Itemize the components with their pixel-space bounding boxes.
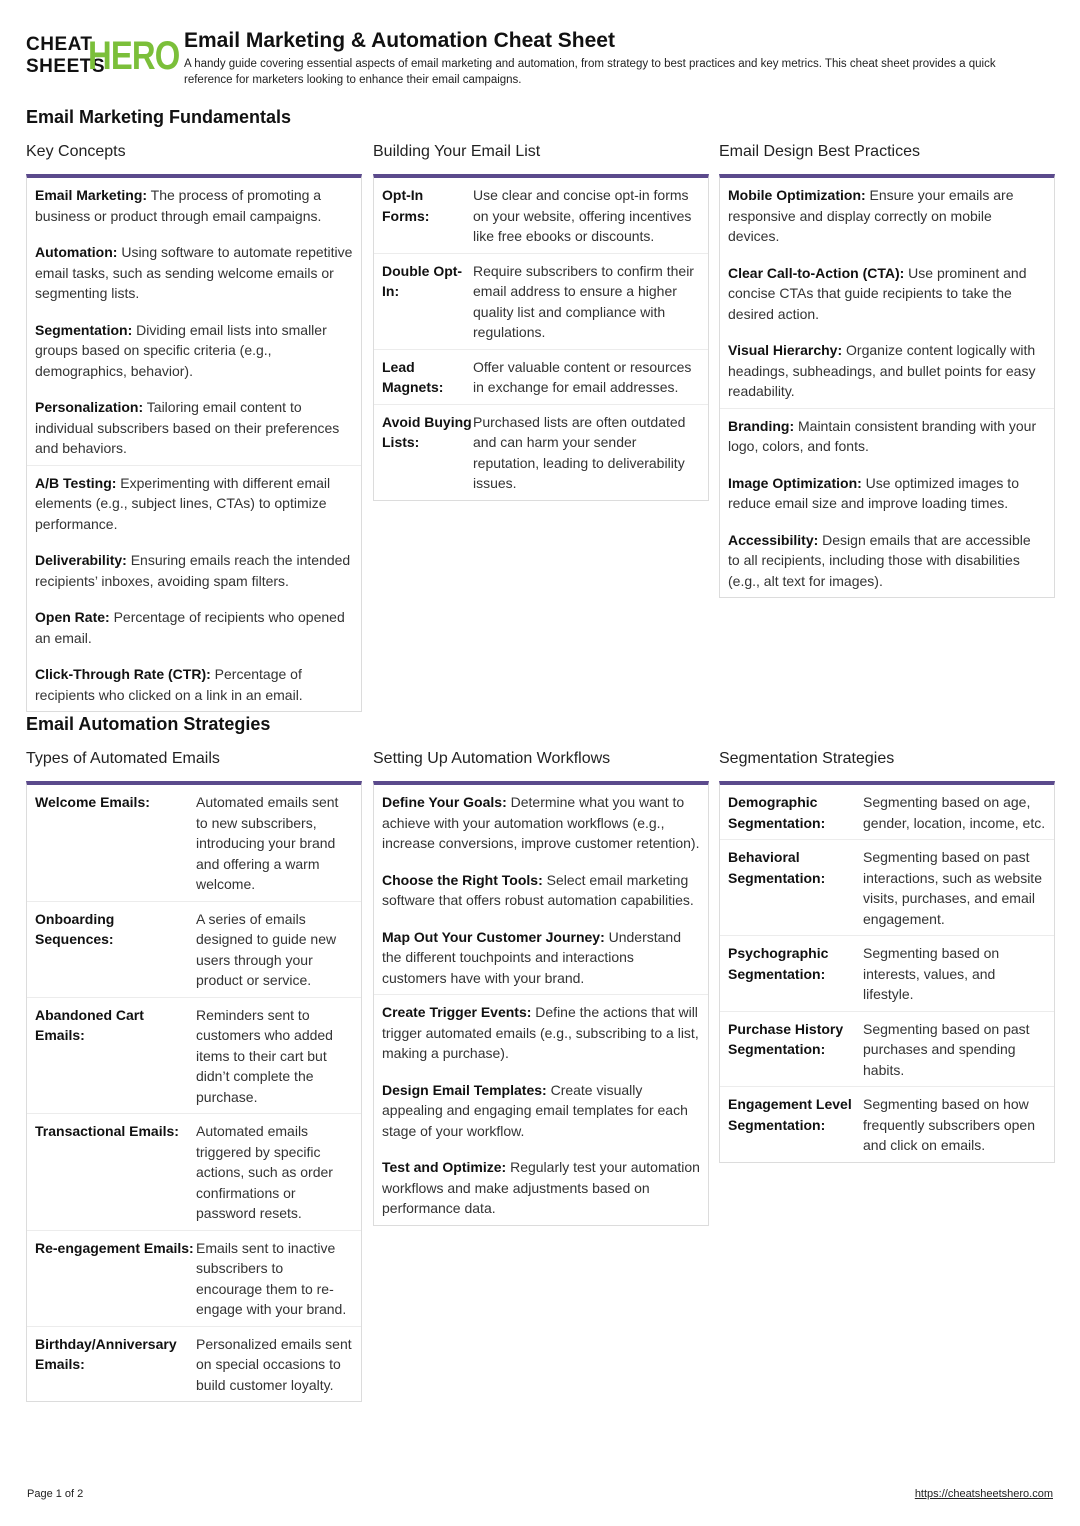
row-value: Segmenting based on age, gender, location, income, etc. bbox=[863, 794, 1046, 831]
row-value: Segmenting based on interests, values, and lifestyle. bbox=[863, 945, 1000, 1002]
list-item bbox=[374, 994, 708, 1225]
desc: Select email marketing software that offers robust automation capabilities. bbox=[382, 871, 694, 908]
column-title: Types of Automated Emails bbox=[26, 750, 220, 767]
column-key-concepts bbox=[26, 142, 362, 712]
list-item bbox=[374, 785, 708, 994]
desc: Design emails that are accessible to all recipients, including those with disabilities (e.g., alt text for images). bbox=[728, 531, 1031, 589]
desc: Using software to automate repetitive email tasks, such as sending welcome emails or segmenting lists. bbox=[35, 244, 353, 301]
desc: Determine what you want to achieve with your automation workflows (e.g., increase conversions, improve customer retention). bbox=[382, 794, 700, 851]
row-key: Transactional Emails: bbox=[35, 1123, 179, 1139]
card bbox=[373, 174, 709, 501]
row-value: Use clear and concise opt-in forms on your website, offering incentives like free ebooks or discounts. bbox=[473, 187, 692, 244]
table-row bbox=[27, 785, 361, 901]
table-row bbox=[27, 1230, 361, 1326]
table-row bbox=[720, 935, 1054, 1011]
term: Visual Hierarchy: bbox=[728, 342, 843, 358]
term: Open Rate: bbox=[35, 609, 110, 625]
term: Create Trigger Events: bbox=[382, 1004, 532, 1020]
page-title: Email Marketing & Automation Cheat Sheet bbox=[184, 29, 615, 52]
table-row bbox=[27, 1113, 361, 1230]
list-item bbox=[27, 465, 361, 712]
term: Clear Call-to-Action (CTA): bbox=[728, 264, 905, 281]
row-value: A series of emails designed to guide new users through your product or service. bbox=[196, 910, 337, 988]
row-value: Segmenting based on past interactions, such as website visits, purchases, and email engagement. bbox=[863, 849, 1042, 927]
page-subtitle: A handy guide covering essential aspects of email marketing and automation, from strategy to best practices and key metrics. This cheat sheet provides a quick reference for marketers looking to enhance their email campaigns. bbox=[184, 58, 996, 86]
card bbox=[26, 174, 362, 712]
row-key: Avoid Buying Lists: bbox=[382, 413, 472, 450]
desc: Tailoring email content to individual subscribers based on their preferences and behaviors. bbox=[35, 399, 340, 456]
row-key: Opt-In Forms: bbox=[382, 187, 430, 224]
row-key: Re-engagement Emails: bbox=[35, 1239, 194, 1256]
table-row bbox=[374, 253, 708, 349]
row-value: Segmenting based on past purchases and spending habits. bbox=[863, 1020, 1030, 1078]
table-row bbox=[720, 1086, 1054, 1162]
desc: Regularly test your automation workflows and make adjustments based on performance data. bbox=[382, 1159, 700, 1216]
table-row bbox=[27, 1326, 361, 1402]
list-item bbox=[27, 178, 361, 459]
desc: Percentage of recipients who clicked on a link in an email. bbox=[35, 666, 303, 703]
row-key: Behavioral Segmentation: bbox=[728, 849, 826, 886]
term: Automation: bbox=[35, 244, 118, 260]
term: Map Out Your Customer Journey: bbox=[382, 928, 605, 945]
row-value: Automated emails triggered by specific actions, such as order confirmations or password resets. bbox=[196, 1123, 333, 1221]
desc: Maintain consistent branding with your logo, colors, and fonts. bbox=[728, 417, 1037, 454]
list-item bbox=[720, 178, 1054, 408]
column-title: Building Your Email List bbox=[373, 143, 541, 160]
desc: Use prominent and concise CTAs that guide recipients to take the desired action. bbox=[728, 264, 1027, 322]
card bbox=[373, 781, 709, 1226]
term: Email Marketing: bbox=[35, 187, 148, 203]
term: Test and Optimize: bbox=[382, 1159, 507, 1175]
term: Choose the Right Tools: bbox=[382, 871, 543, 888]
row-value: Segmenting based on how frequently subscribers open and click on emails. bbox=[863, 1096, 1035, 1153]
logo-cheat-text: CHEAT bbox=[26, 34, 93, 55]
section-title-fundamentals: Email Marketing Fundamentals bbox=[26, 107, 292, 127]
table-row bbox=[374, 178, 708, 253]
logo-sheets-text: SHEETS bbox=[26, 56, 106, 77]
footer-link[interactable]: https://cheatsheetshero.com bbox=[914, 1488, 1053, 1500]
desc: Define the actions that will trigger automated emails (e.g., subscribing to a list, making a purchase). bbox=[382, 1004, 699, 1061]
column-design-practices bbox=[719, 142, 1055, 598]
column-title: Email Design Best Practices bbox=[719, 143, 920, 160]
row-key: Lead Magnets: bbox=[382, 358, 444, 395]
card bbox=[719, 781, 1055, 1163]
column-title: Key Concepts bbox=[26, 143, 126, 160]
page-number: Page 1 of 2 bbox=[27, 1488, 84, 1500]
desc: Experimenting with different email elements (e.g., subject lines, CTAs) to optimize performance. bbox=[35, 474, 331, 532]
header bbox=[26, 28, 1056, 88]
row-value: Offer valuable content or resources in exchange for email addresses. bbox=[473, 358, 692, 395]
row-key: Birthday/Anniversary Emails: bbox=[35, 1335, 177, 1372]
table-row bbox=[27, 901, 361, 997]
term: Deliverability: bbox=[35, 552, 127, 568]
desc: Understand the different touchpoints and interactions customers have with your brand. bbox=[382, 928, 682, 986]
term: Mobile Optimization: bbox=[728, 187, 866, 203]
section-title-automation: Email Automation Strategies bbox=[26, 714, 271, 734]
column-building-list bbox=[373, 142, 709, 501]
row-key: Engagement Level Segmentation: bbox=[728, 1096, 852, 1133]
table-row bbox=[374, 349, 708, 404]
term: Image Optimization: bbox=[728, 474, 862, 491]
table-row bbox=[374, 404, 708, 500]
row-key: Demographic Segmentation: bbox=[728, 794, 826, 831]
desc: Create visually appealing and engaging email templates for each stage of your workflow. bbox=[382, 1081, 688, 1139]
desc: Use optimized images to reduce email size and improve loading times. bbox=[728, 474, 1019, 511]
column-automated-email-types bbox=[26, 749, 362, 1402]
desc: Percentage of recipients who opened an email. bbox=[35, 609, 345, 646]
desc: Organize content logically with headings, subheadings, and bullet points for easy readability. bbox=[728, 342, 1036, 399]
row-value: Require subscribers to confirm their email address to ensure a higher quality list and compliance with regulations. bbox=[473, 262, 694, 340]
row-key: Welcome Emails: bbox=[35, 794, 150, 810]
table-row bbox=[720, 839, 1054, 935]
row-value: Purchased lists are often outdated and can harm your sender reputation, leading to deliverability issues. bbox=[473, 413, 686, 491]
row-key: Psychographic Segmentation: bbox=[728, 945, 829, 982]
row-value: Reminders sent to customers who added items to their cart but didn’t complete the purchase. bbox=[196, 1006, 333, 1105]
list-item bbox=[720, 408, 1054, 598]
desc: The process of promoting a business or product through email campaigns. bbox=[35, 187, 322, 224]
column-title: Segmentation Strategies bbox=[719, 750, 895, 767]
table-row bbox=[27, 997, 361, 1114]
card bbox=[26, 781, 362, 1402]
term: Design Email Templates: bbox=[382, 1081, 547, 1098]
row-key: Purchase History Segmentation: bbox=[728, 1020, 844, 1057]
row-value: Personalized emails sent on special occasions to build customer loyalty. bbox=[196, 1335, 352, 1393]
cheatsheetshero-logo[interactable] bbox=[26, 34, 180, 78]
row-value: Emails sent to inactive subscribers to encourage them to re-engage with your brand. bbox=[196, 1239, 347, 1317]
column-title: Setting Up Automation Workflows bbox=[373, 750, 611, 767]
card bbox=[719, 174, 1055, 598]
desc: Ensuring emails reach the intended recipients’ inboxes, avoiding spam filters. bbox=[35, 552, 351, 589]
table-row bbox=[720, 1011, 1054, 1087]
row-key: Onboarding Sequences: bbox=[35, 910, 115, 947]
table-row bbox=[720, 785, 1054, 839]
row-key: Double Opt-In: bbox=[382, 262, 463, 299]
term: Define Your Goals: bbox=[382, 794, 507, 810]
term: A/B Testing: bbox=[35, 474, 117, 491]
desc: Ensure your emails are responsive and display correctly on mobile devices. bbox=[728, 187, 1014, 244]
term: Accessibility: bbox=[728, 531, 819, 548]
row-key: Abandoned Cart Emails: bbox=[35, 1006, 144, 1043]
row-value: Automated emails sent to new subscribers, introducing your brand and offering a warm welcome. bbox=[196, 794, 339, 892]
term: Segmentation: bbox=[35, 321, 133, 338]
term: Branding: bbox=[728, 417, 795, 434]
desc: Dividing email lists into smaller groups based on specific criteria (e.g., demographics, behavior). bbox=[35, 321, 327, 379]
term: Click-Through Rate (CTR): bbox=[35, 666, 211, 682]
column-automation-workflows bbox=[373, 749, 709, 1226]
logo-hero-text: HERO bbox=[88, 34, 180, 78]
term: Personalization: bbox=[35, 399, 144, 415]
column-segmentation-strategies bbox=[719, 749, 1055, 1163]
